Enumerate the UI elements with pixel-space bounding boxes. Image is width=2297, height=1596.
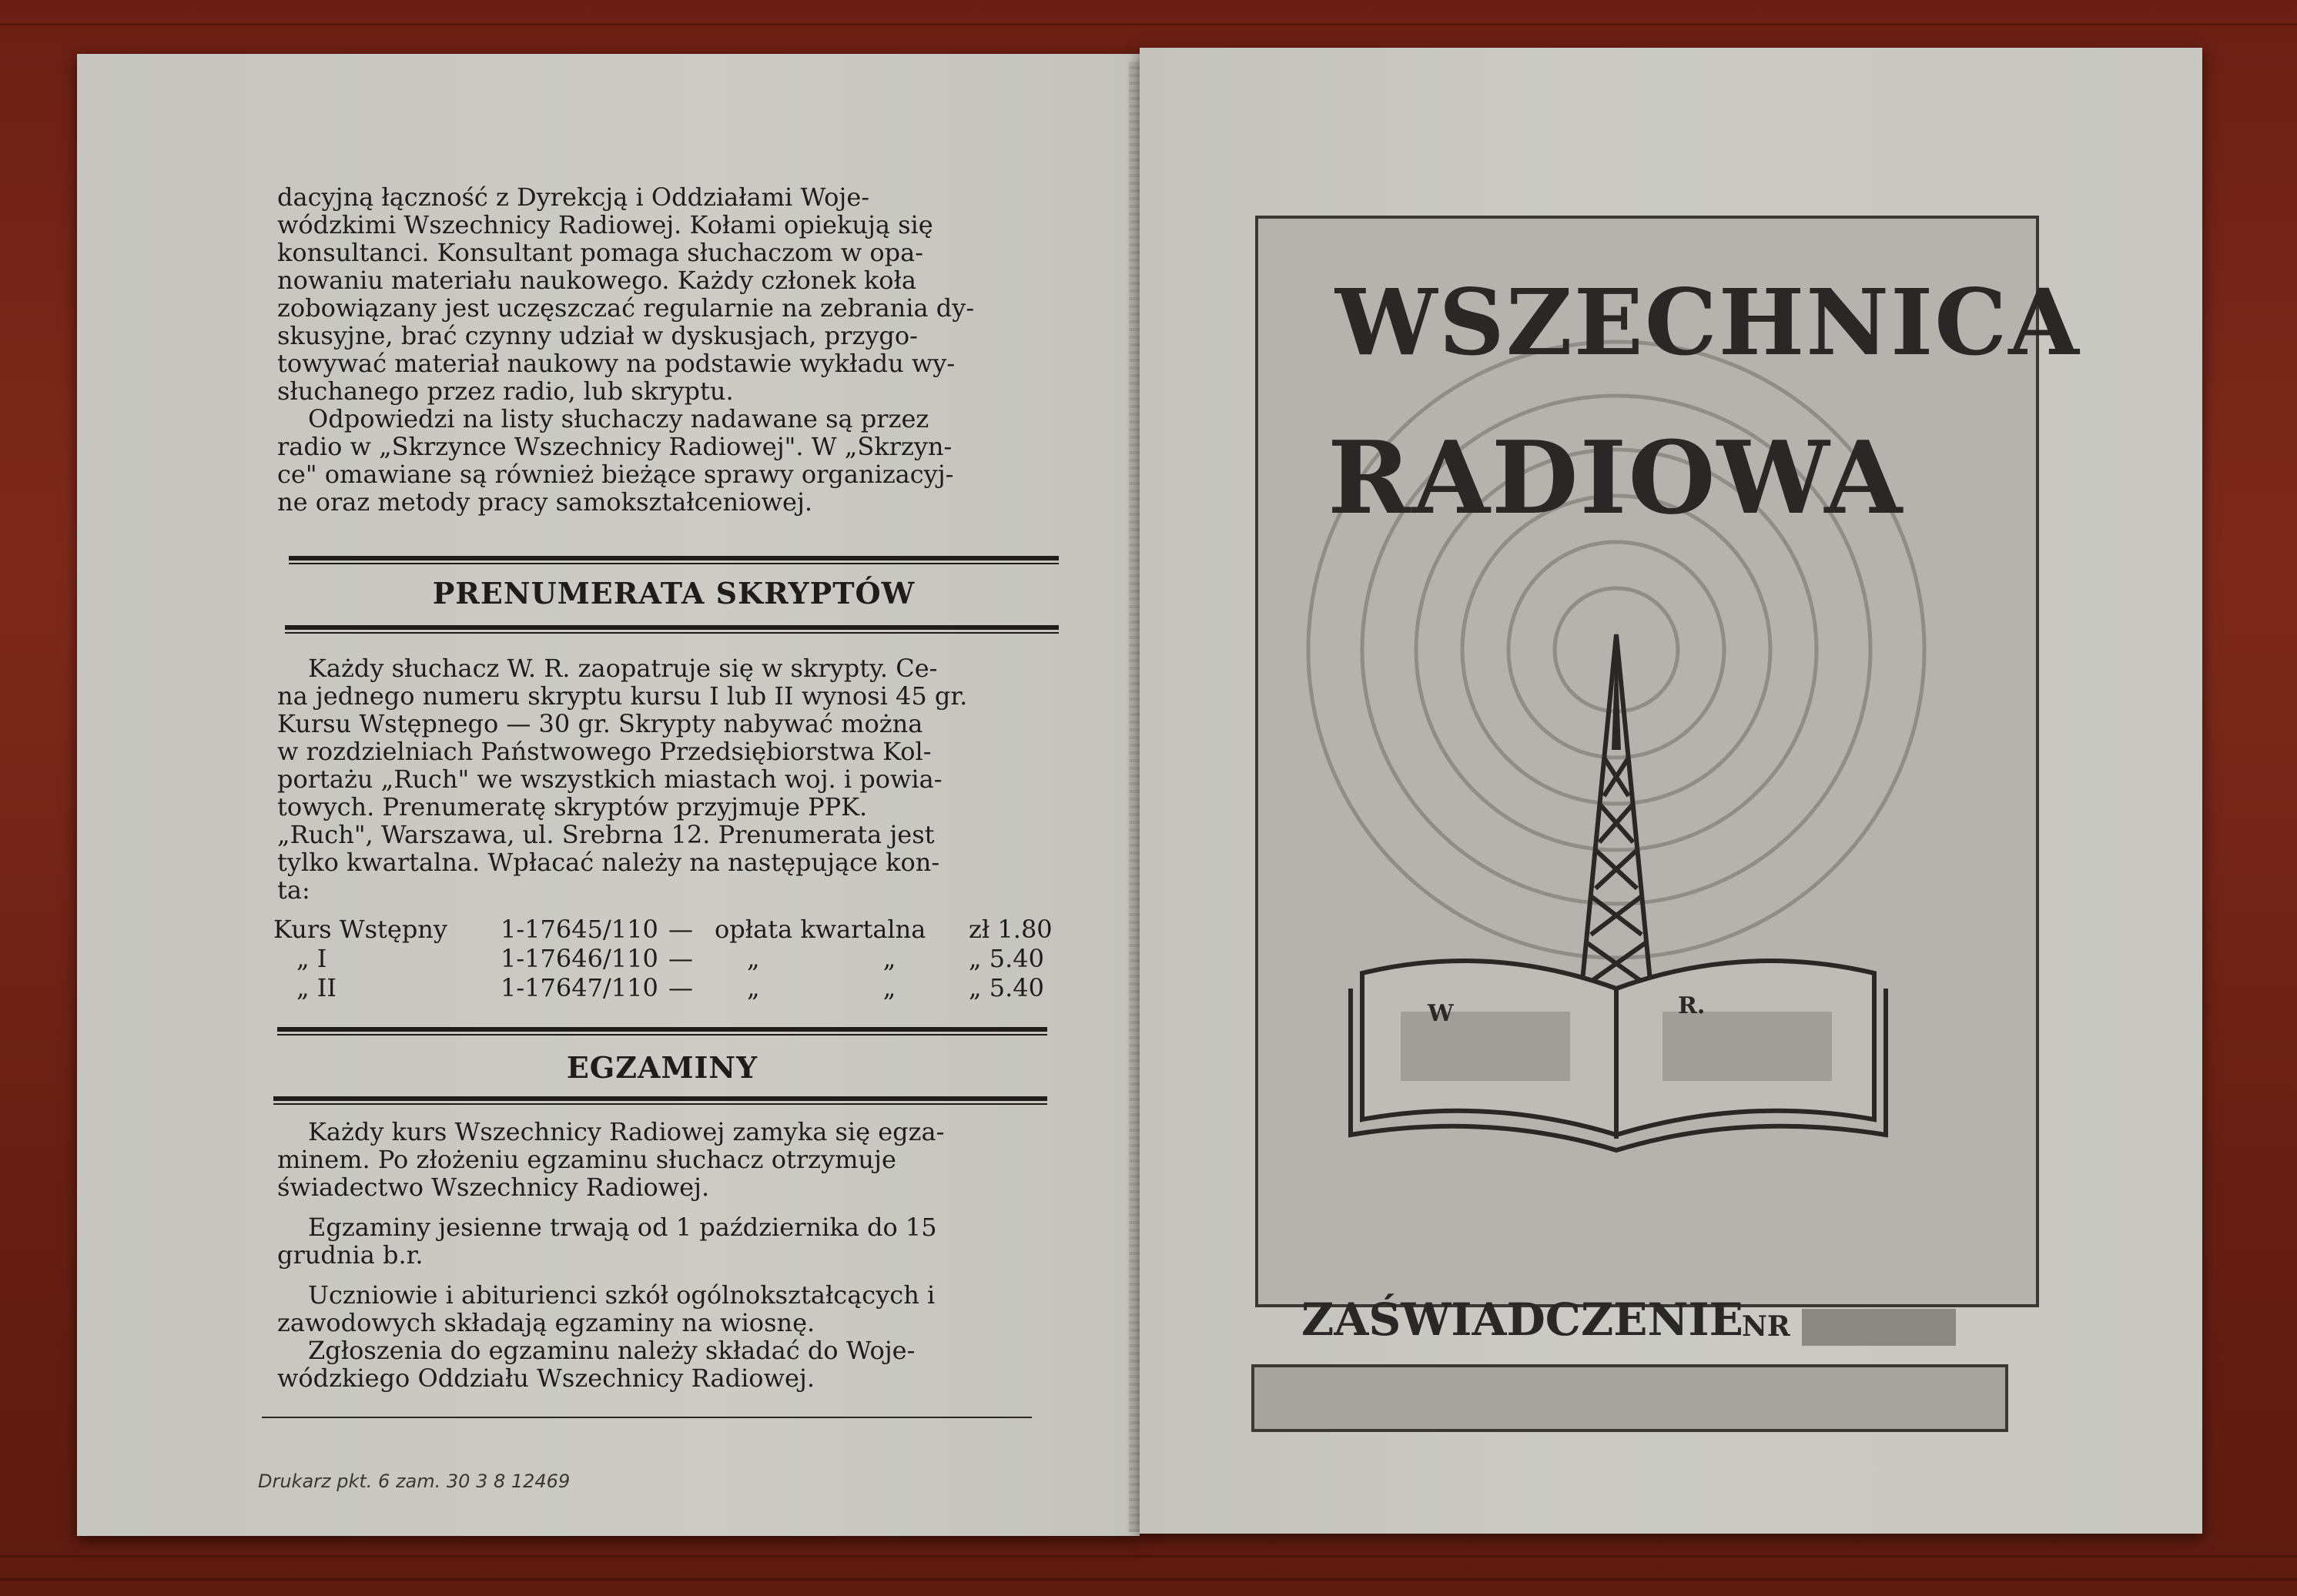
intro-line: konsultanci. Konsultant pomaga słuchaczom w opa-: [277, 238, 924, 267]
certificate-nr-label: NR: [1742, 1310, 1790, 1343]
subscription-line: Każdy słuchacz W. R. zaopatruje się w skrypty. Ce-: [308, 654, 938, 683]
account-number: 1-17647/110: [501, 973, 658, 1002]
intro-line: ce" omawiane są również bieżące sprawy organizacyj-: [277, 460, 954, 489]
intro-line: radio w „Skrzynce Wszechnicy Radiowej". W „Skrzyn-: [277, 432, 953, 461]
exams-line: wódzkiego Oddziału Wszechnicy Radiowej.: [277, 1363, 815, 1393]
subscription-line: portażu „Ruch" we wszystkich miastach woj. i powia-: [277, 765, 943, 794]
section-title-subscription: PRENUMERATA SKRYPTÓW: [432, 576, 916, 611]
intro-line: ne oraz metody pracy samokształceniowej.: [277, 487, 813, 517]
exams-line: Każdy kurs Wszechnicy Radiowej zamyka się egza-: [308, 1117, 945, 1146]
intro-line: skusyjne, brać czynny udział w dyskusjach, przygo-: [277, 321, 918, 350]
printer-note: Drukarz pkt. 6 zam. 30 3 8 12469: [258, 1471, 571, 1492]
account-dash: —: [668, 973, 693, 1002]
account-price: „ 5.40: [969, 944, 1044, 973]
exams-line: Uczniowie i abiturienci szkół ogólnokształcących i: [308, 1280, 936, 1310]
subscription-line: „Ruch", Warszawa, ul. Srebrna 12. Prenumerata jest: [277, 820, 935, 849]
exams-line: grudnia b.r.: [277, 1240, 424, 1270]
divider-rule: [285, 625, 1059, 634]
account-desc: „ „: [747, 973, 896, 1002]
intro-line: dacyjną łączność z Dyrekcją i Oddziałami Woje-: [277, 182, 870, 212]
account-number: 1-17645/110: [501, 915, 658, 944]
certificate-number-field: [1802, 1309, 1956, 1346]
exams-line: zawodowych składają egzaminy na wiosnę.: [277, 1308, 815, 1337]
account-desc: opłata kwartalna: [715, 915, 926, 944]
book-right-letter: R.: [1678, 992, 1706, 1019]
intro-line: zobowiązany jest uczęszczać regularnie na zebrania dy-: [277, 293, 975, 323]
account-course: „ I: [296, 944, 327, 973]
exams-line: minem. Po złożeniu egzaminu słuchacz otrzymuje: [277, 1145, 896, 1174]
account-price: „ 5.40: [969, 973, 1044, 1002]
divider-rule: [277, 1027, 1047, 1036]
cover-title-line2: RADIOWA: [1328, 419, 1904, 537]
wood-grain: [0, 1555, 2297, 1558]
account-dash: —: [668, 944, 693, 973]
divider-rule: [289, 556, 1059, 564]
cover-title-line1: WSZECHNICA: [1335, 269, 2081, 376]
wood-grain: [0, 23, 2297, 25]
divider-rule: [273, 1096, 1047, 1105]
intro-line: nowaniu materiału naukowego. Każdy członek koła: [277, 266, 916, 295]
account-course: „ II: [296, 973, 337, 1002]
subscription-line: towych. Prenumeratę skryptów przyjmuje PPK.: [277, 792, 868, 821]
subscription-line: tylko kwartalna. Wpłacać należy na następujące kon-: [277, 848, 940, 877]
account-desc: „ „: [747, 944, 896, 973]
certificate-name-field: [1251, 1364, 2008, 1432]
account-number: 1-17646/110: [501, 944, 658, 973]
wood-grain: [0, 1578, 2297, 1581]
intro-line: słuchanego przez radio, lub skryptu.: [277, 376, 734, 406]
book-left-letter: W: [1428, 1000, 1454, 1027]
intro-line: wódzkimi Wszechnicy Radiowej. Kołami opiekują się: [277, 210, 933, 239]
intro-line: towywać materiał naukowy na podstawie wykładu wy-: [277, 349, 956, 378]
subscription-line: w rozdzielniach Państwowego Przedsiębiorstwa Kol-: [277, 737, 932, 766]
cover-illustration-panel: [1255, 216, 2081, 1307]
intro-line: Odpowiedzi na listy słuchaczy nadawane są przez: [308, 404, 929, 433]
account-price: zł 1.80: [969, 915, 1053, 944]
section-title-exams: EGZAMINY: [566, 1050, 758, 1085]
subscription-line: ta:: [277, 875, 310, 905]
exams-line: Zgłoszenia do egzaminu należy składać do Woje-: [308, 1336, 916, 1365]
radio-tower-book-illustration: [1258, 219, 2036, 1304]
certificate-label: ZAŚWIADCZENIE: [1301, 1293, 1743, 1346]
exams-line: Egzaminy jesienne trwają od 1 października do 15: [308, 1213, 937, 1242]
exams-line: świadectwo Wszechnicy Radiowej.: [277, 1173, 710, 1202]
bottom-divider: [262, 1417, 1032, 1418]
subscription-line: na jednego numeru skryptu kursu I lub II wynosi 45 gr.: [277, 681, 968, 711]
subscription-line: Kursu Wstępnego — 30 gr. Skrypty nabywać można: [277, 709, 923, 738]
account-course: Kurs Wstępny: [273, 915, 447, 944]
account-dash: —: [668, 915, 693, 944]
